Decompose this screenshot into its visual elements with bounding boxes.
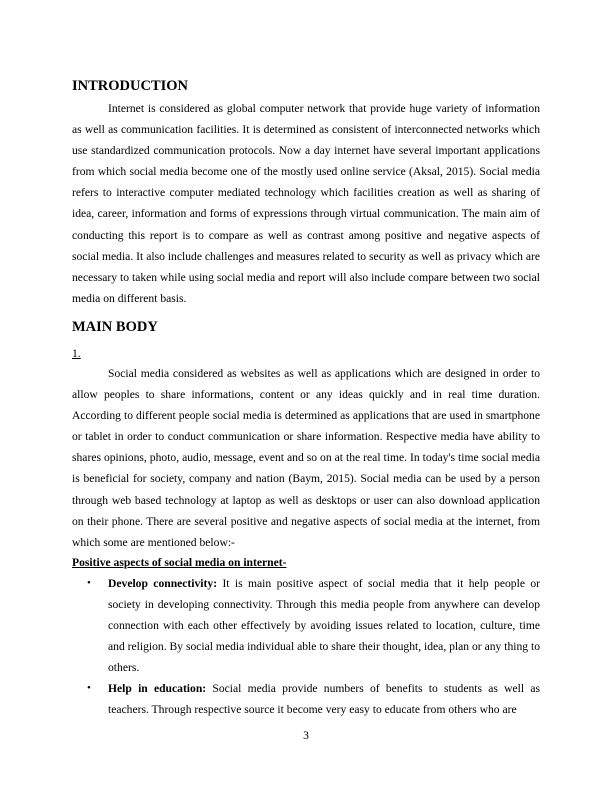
introduction-heading: INTRODUCTION <box>72 78 189 94</box>
bullet-icon: • <box>87 576 91 589</box>
bullet-term: Help in education: <box>108 682 207 696</box>
positive-aspects-heading: Positive aspects of social media on internet- <box>72 555 287 569</box>
section-number: 1. <box>72 346 81 360</box>
positive-aspects-list <box>72 573 540 721</box>
list-item <box>72 678 540 720</box>
document-page <box>72 76 540 720</box>
bullet-text: Social media provide numbers of benefits to students as well as teachers. Through respective source it become very easy to educate from others who are <box>108 682 540 717</box>
page-number: 3 <box>303 729 309 742</box>
bullet-icon: • <box>87 682 91 695</box>
main-body-heading: MAIN BODY <box>72 318 158 335</box>
introduction-paragraph: Internet is considered as global computer network that provide huge variety of information as well as communication facilities. It is determined as consistent of interconnected networks which use standardized communication protocols. Now a day internet have several important applications from which social media become one of the mostly used online service (Aksal, 2015). Social media refers to interactive computer mediated technology which facilities creation as well as sharing of idea, career, information and forms of expressions through virtual communication. The main aim of conducting this report is to compare as well as contrast among positive and negative aspects of social media. It also include challenges and measures related to security as well as privacy which are necessary to taken while using social media and report will also include compare between two social media on different basis. <box>72 102 540 305</box>
main-body-paragraph: Social media considered as websites as well as applications which are designed in order to allow peoples to share informations, content or any ideas quickly and in real time duration. According to different people social media is determined as applications that are used in smartphone or tablet in order to conduct communication or share information. Respective media have ability to shares opinions, photo, audio, message, event and so on at the real time. In today's time social media is beneficial for society, company and nation (Baym, 2015). Social media can be used by a person through web based technology at laptop as well as desktops or user can also download application on their phone. There are several positive and negative aspects of social media at the internet, from which some are mentioned below:- <box>72 366 540 549</box>
bullet-text: It is main positive aspect of social media that it help people or society in developing connectivity. Through this media people from anywhere can develop connection with each other effectively by avoiding issues related to location, culture, time and religion. By social media individual able to share their thought, idea, plan or any thing to others. <box>108 576 541 675</box>
bullet-term: Develop connectivity: <box>108 576 218 590</box>
list-item <box>72 573 540 678</box>
